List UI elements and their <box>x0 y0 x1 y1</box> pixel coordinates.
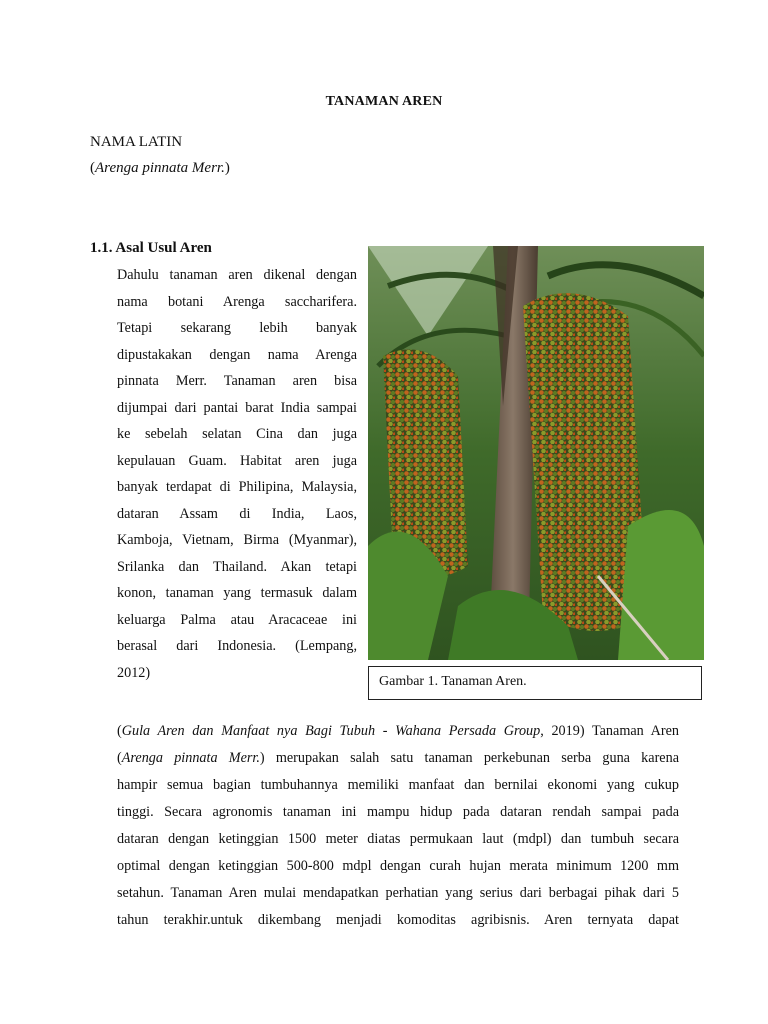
paragraph-line: tahun terakhir.untuk dikembang menjadi komoditas agribisnis. Aren ternyata dapat <box>117 912 679 928</box>
section-heading: 1.1. Asal Usul Aren <box>90 240 212 256</box>
latin-name-open: ( <box>90 160 95 176</box>
page-title: TANAMAN AREN <box>325 94 443 109</box>
paragraph-line: dijumpai dari pantai barat India sampai <box>117 399 357 416</box>
citation-title: Gula Aren dan Manfaat nya Bagi Tubuh - Wahana Persada Group <box>121 723 541 739</box>
latin-rest: ) merupakan salah satu tanaman perkebunan serba guna karena <box>259 750 679 766</box>
paragraph-line: nama botani Arenga saccharifera. <box>117 293 357 310</box>
paragraph-line: Kamboja, Vietnam, Birma (Myanmar), <box>117 532 357 548</box>
paragraph-line: tinggi. Secara agronomis tanaman ini mampu hidup pada dataran rendah sampai pada <box>117 804 679 820</box>
paragraph-line: dataran Assam di India, Laos, <box>117 505 357 522</box>
latin-italic: Arenga pinnata Merr. <box>121 750 260 766</box>
paragraph-line: ke sebelah selatan Cina dan juga <box>117 426 357 442</box>
paragraph-line: dipustakakan dengan nama Arenga <box>117 346 357 363</box>
paragraph-line: 2012) <box>117 664 151 681</box>
paragraph-line: pinnata Merr. Tanaman aren bisa <box>117 373 357 389</box>
figure-caption: Gambar 1. Tanaman Aren. <box>368 666 702 700</box>
paragraph-line: setahun. Tanaman Aren mulai mendapatkan perhatian yang serius dari berbagai pihak dari 5 <box>117 885 679 901</box>
paragraph-line: kepulauan Guam. Habitat aren juga <box>117 452 357 469</box>
paragraph-line: Tetapi sekarang lebih banyak <box>117 320 357 336</box>
paragraph-line: berasal dari Indonesia. (Lempang, <box>117 638 357 654</box>
paragraph-origin <box>117 262 357 686</box>
paragraph-line <box>117 745 679 772</box>
latin-open: ( <box>117 750 122 766</box>
aren-palm-photo <box>368 246 704 660</box>
paragraph-line: Srilanka dan Thailand. Akan tetapi <box>117 558 357 575</box>
latin-name-label: NAMA LATIN <box>90 134 183 150</box>
paragraph-line: dataran dengan ketinggian 1500 meter diatas permukaan laut (mdpl) dan tumbuh secara <box>117 831 679 847</box>
paragraph-line: banyak terdapat di Philipina, Malaysia, <box>117 479 357 495</box>
paragraph-line: optimal dengan ketinggian 500-800 mdpl dengan curah hujan merata minimum 1200 mm <box>117 858 679 874</box>
citation-open: ( <box>117 723 122 739</box>
citation-rest: , 2019) Tanaman Aren <box>540 723 679 739</box>
paragraph-line: keluarga Palma atau Aracaceae ini <box>117 611 357 628</box>
latin-name <box>90 160 230 177</box>
latin-name-italic: Arenga pinnata Merr. <box>95 160 225 176</box>
latin-name-close: ) <box>224 160 230 176</box>
paragraph-line <box>117 718 679 745</box>
paragraph-line: hampir semua bagian tumbuhannya memiliki manfaat dan bernilai ekonomi yang cukup <box>117 777 679 793</box>
paragraph-description <box>117 718 679 934</box>
paragraph-line: Dahulu tanaman aren dikenal dengan <box>117 267 357 283</box>
paragraph-line: konon, tanaman yang termasuk dalam <box>117 585 357 601</box>
